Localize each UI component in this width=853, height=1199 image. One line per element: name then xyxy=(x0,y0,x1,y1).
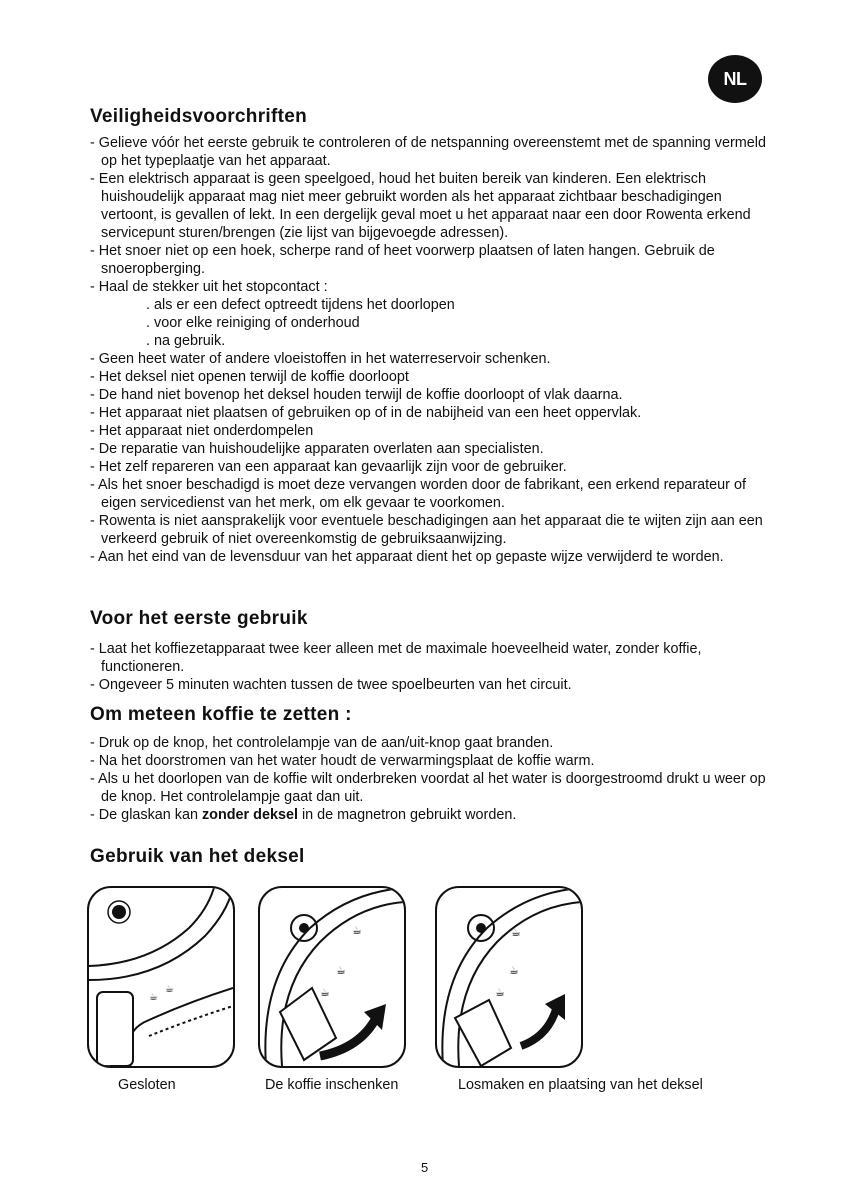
list-item: - De hand niet bovenop het deksel houden terwijl de koffie doorloopt of vlak daarna. xyxy=(90,387,623,403)
sub-item: . als er een defect optreedt tijdens het doorlopen xyxy=(146,297,455,313)
sub-item: . na gebruik. xyxy=(146,333,226,349)
list-item: - Het zelf repareren van een apparaat kan gevaarlijk zijn voor de gebruiker. xyxy=(90,459,567,475)
list-item: - Na het doorstromen van het water houdt de verwarmingsplaat de koffie warm. xyxy=(90,753,595,769)
svg-text:☕: ☕ xyxy=(511,926,521,939)
bold-phrase: zonder deksel xyxy=(201,807,298,823)
section-title-lid: Gebruik van het deksel xyxy=(90,846,305,867)
language-badge: NL xyxy=(708,55,762,103)
safety-list xyxy=(90,134,780,566)
sub-item: . voor elke reiniging of onderhoud xyxy=(146,315,360,331)
caption-remove: Losmaken en plaatsing van het deksel xyxy=(458,1077,703,1093)
section-title-make-coffee: Om meteen koffie te zetten : xyxy=(90,704,352,725)
list-item: - Druk op de knop, het controlelampje van de aan/uit-knop gaat branden. xyxy=(90,735,554,751)
svg-text:☕: ☕ xyxy=(495,986,505,999)
figure-pour xyxy=(258,886,406,1068)
svg-text:☕: ☕ xyxy=(509,964,519,977)
svg-text:☕: ☕ xyxy=(352,924,362,937)
list-item: - Het apparaat niet plaatsen of gebruiken op of in de nabijheid van een heet oppervlak. xyxy=(90,405,642,421)
list-item: - Geen heet water of andere vloeistoffen in het waterreservoir schenken. xyxy=(90,351,551,367)
list-item: - De reparatie van huishoudelijke apparaten overlaten aan specialisten. xyxy=(90,441,544,457)
list-item: - De glaskan kan zonder deksel in de magnetron gebruikt worden. xyxy=(90,807,517,823)
svg-text:☕: ☕ xyxy=(149,992,158,1003)
list-item: - Rowenta is niet aansprakelijk voor eventuele beschadigingen aan het apparaat die te wijten zijn aan een verkeerd gebruik of niet overeenkomstig de gebruiksaanwijzing. xyxy=(90,513,763,547)
list-item: - Aan het eind van de levensduur van het apparaat dient het op gepaste wijze verwijderd te worden. xyxy=(90,549,724,565)
page-number: 5 xyxy=(421,1160,429,1175)
list-item: - Haal de stekker uit het stopcontact : xyxy=(90,279,328,295)
list-item: - Als het snoer beschadigd is moet deze vervangen worden door de fabrikant, een erkend reparateur of eigen servicedienst van het merk, om elk gevaar te voorkomen. xyxy=(90,477,746,511)
list-item: - Ongeveer 5 minuten wachten tussen de twee spoelbeurten van het circuit. xyxy=(90,677,572,693)
svg-text:☕: ☕ xyxy=(336,964,346,977)
caption-closed: Gesloten xyxy=(118,1077,176,1093)
list-item: - Als u het doorlopen van de koffie wilt onderbreken voordat al het water is doorgestroomd drukt u weer op de knop. Het controlelampje gaat dan uit. xyxy=(90,771,766,805)
figure-remove xyxy=(435,886,583,1068)
svg-text:☕: ☕ xyxy=(320,986,330,999)
section-title-first-use: Voor het eerste gebruik xyxy=(90,608,308,629)
list-item: - Het snoer niet op een hoek, scherpe rand of heet voorwerp plaatsen of laten hangen. Gebruik de snoeropberging. xyxy=(90,243,715,277)
section-title-safety: Veiligheidsvoorchriften xyxy=(90,106,308,127)
svg-text:☕: ☕ xyxy=(165,984,174,995)
make-coffee-list xyxy=(90,734,780,824)
figure-closed xyxy=(87,886,235,1068)
first-use-list xyxy=(90,640,780,694)
caption-pour: De koffie inschenken xyxy=(265,1077,399,1093)
list-item: - Gelieve vóór het eerste gebruik te controleren of de netspanning overeenstemt met de spanning vermeld op het typeplaatje van het apparaat. xyxy=(90,135,766,169)
list-item: - Het apparaat niet onderdompelen xyxy=(90,423,314,439)
list-item: - Het deksel niet openen terwijl de koffie doorloopt xyxy=(90,369,409,385)
list-item: - Een elektrisch apparaat is geen speelgoed, houd het buiten bereik van kinderen. Een elektrisch huishoudelijk apparaat mag niet meer gebruikt worden als het apparaat zichtbaar beschadigingen vertoont, is gevallen of lekt. In een dergelijk geval moet u het apparaat naar een door Rowenta erkend servicepunt sturen/brengen (zie lijst van bijgevoegde adressen). xyxy=(90,171,751,241)
list-item: - Laat het koffiezetapparaat twee keer alleen met de maximale hoeveelheid water, zonder koffie, functioneren. xyxy=(90,641,702,675)
